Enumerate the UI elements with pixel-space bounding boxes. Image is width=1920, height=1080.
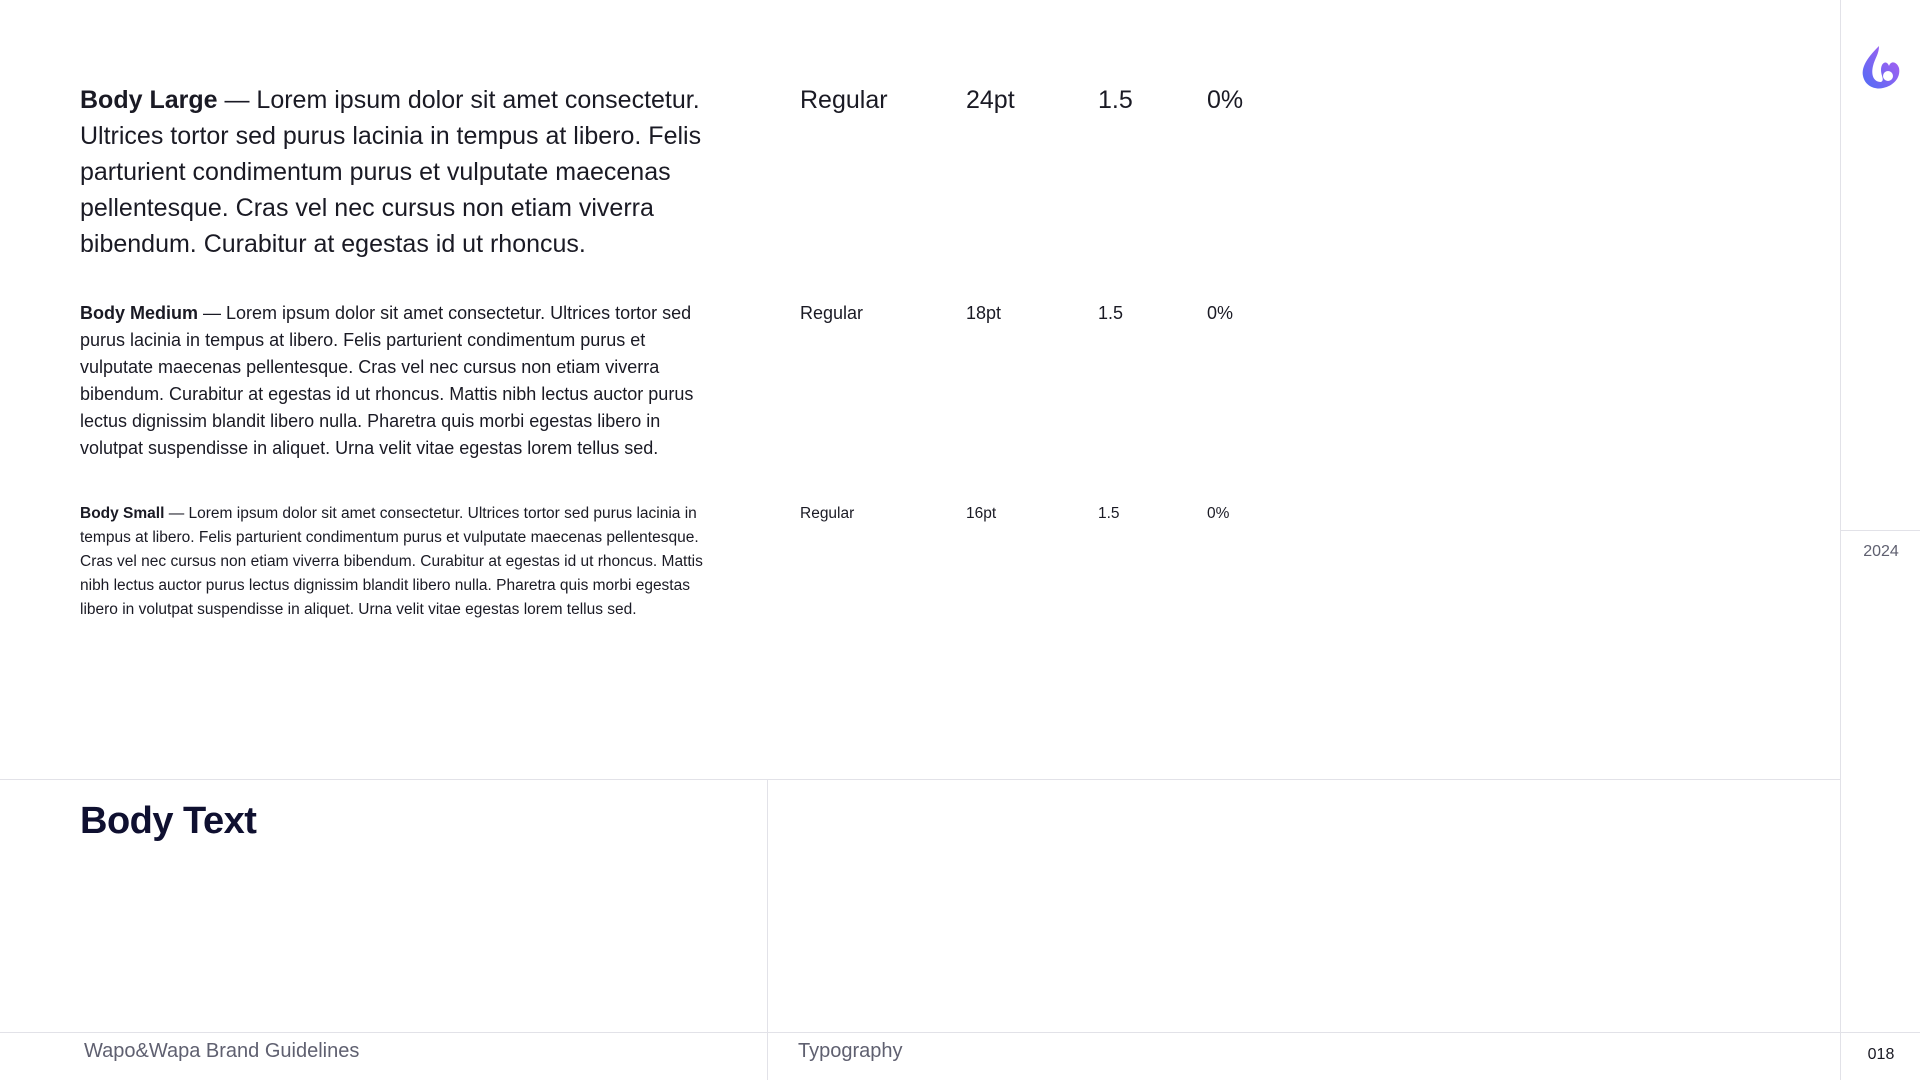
- page-title: Body Text: [80, 800, 257, 842]
- letter-spacing: 0%: [1207, 86, 1244, 114]
- style-sample-text: — Lorem ipsum dolor sit amet consectetur. Ultrices tortor sed purus lacinia in tempus at libero. Felis parturient condimentum purus et vulputate maecenas pellentesque. Cras vel nec cursus non etiam viverra bibendum. Curabitur at egestas id ut rhoncus.: [80, 86, 702, 258]
- font-weight: Regular: [800, 505, 855, 522]
- side-rail: [1840, 0, 1920, 1080]
- style-description: [80, 82, 720, 262]
- page-number: 018: [1867, 1046, 1895, 1063]
- font-size: 16pt: [966, 505, 997, 522]
- column-divider: [767, 780, 768, 1080]
- font-size: 24pt: [966, 86, 1015, 114]
- font-size: 18pt: [966, 303, 1002, 323]
- style-sample-text: — Lorem ipsum dolor sit amet consectetur. Ultrices tortor sed purus lacinia in tempus at libero. Felis parturient condimentum purus et vulputate maecenas pellentesque. Cras vel nec cursus non etiam viverra bibendum. Curabitur at egestas id ut rhoncus. Mattis nibh lectus auctor purus lectus dignissim blandit libero nulla. Pharetra quis morbi egestas libero in volutpat suspendisse in aliquet. Urna velit vitae egestas lorem tellus sed.: [80, 303, 694, 458]
- brand-logo-icon: [1859, 44, 1903, 90]
- style-name: Body Medium: [80, 303, 199, 323]
- style-sample-text: — Lorem ipsum dolor sit amet consectetur. Ultrices tortor sed purus lacinia in tempus at libero. Felis parturient condimentum purus et vulputate maecenas pellentesque. Cras vel nec cursus non etiam viverra bibendum. Curabitur at egestas id ut rhoncus. Mattis nibh lectus auctor purus lectus dignissim blandit libero nulla. Pharetra quis morbi egestas libero in volutpat suspendisse in aliquet. Urna velit vitae egestas lorem tellus sed.: [80, 505, 703, 618]
- font-weight: Regular: [800, 86, 888, 114]
- line-height: 1.5: [1098, 303, 1124, 323]
- line-height: 1.5: [1098, 86, 1133, 114]
- footer-section-name: Typography: [798, 1040, 903, 1062]
- font-weight: Regular: [800, 303, 864, 323]
- style-name: Body Large: [80, 86, 218, 114]
- letter-spacing: 0%: [1207, 505, 1230, 522]
- line-height: 1.5: [1098, 505, 1120, 522]
- footer-divider: [0, 1032, 1840, 1033]
- style-description: [80, 502, 720, 622]
- style-description: [80, 300, 720, 462]
- section-divider: [0, 779, 1840, 780]
- style-name: Body Small: [80, 505, 165, 522]
- footer-document-title: Wapo&Wapa Brand Guidelines: [84, 1040, 360, 1062]
- rail-divider: [1841, 530, 1920, 531]
- rail-footer-divider: [1841, 1032, 1920, 1033]
- year-label: 2024: [1863, 543, 1899, 560]
- letter-spacing: 0%: [1207, 303, 1234, 323]
